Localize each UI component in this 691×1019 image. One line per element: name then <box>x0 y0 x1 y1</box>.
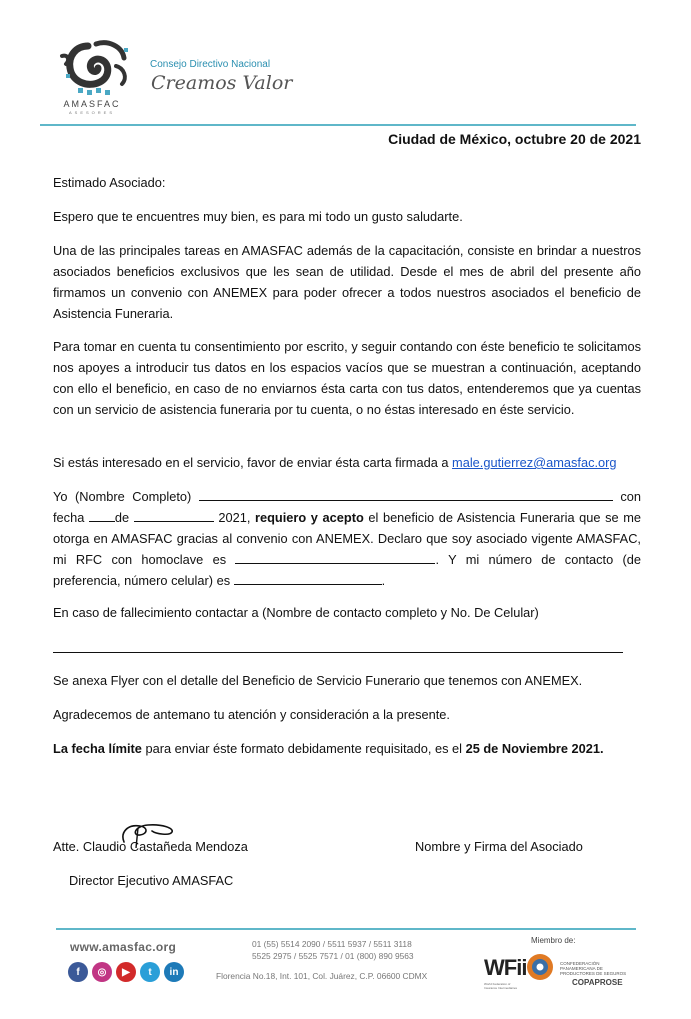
paragraph-flyer: Se anexa Flyer con el detalle del Beneficio de Servicio Funerario que tenemos con ANEMEX. <box>53 673 583 688</box>
full-name-blank[interactable] <box>199 486 613 501</box>
header-slogan: Creamos Valor <box>151 72 293 94</box>
rfc-blank[interactable] <box>235 549 435 564</box>
deadline-label: La fecha límite <box>53 741 142 756</box>
paragraph-deadline <box>53 738 604 759</box>
linkedin-icon[interactable]: in <box>164 962 184 982</box>
phones-line-1: 01 (55) 5514 2090 / 5511 5937 / 5511 3118 <box>252 939 412 949</box>
paragraph-consent: Para tomar en cuenta tu consentimiento por escrito, y seguir contando con éste beneficio te solicitamos nos apoyes a introducir tus datos en los espacios vacíos que se muestran a continuación, aceptando con ello el beneficio, en caso de no enviarnos ésta carta con tus datos, entenderemos que ya cuentas con un servicio de asistencia funeraria por tu cuenta, o no éstas interesado en éste servicio. <box>53 339 641 417</box>
sender-name: Atte. Claudio Castañeda Mendoza <box>53 839 248 854</box>
form-declaration: el beneficio de Asistencia Funeraria que se me otorga en AMASFAC gracias al convenio con ANEMEX. Declaro que soy asociado vigente AMASFAC, mi RFC con homoclave es <box>53 510 642 567</box>
copaprose-name: COPAPROSE <box>572 978 623 987</box>
form-con: con <box>620 489 641 504</box>
logo-org-sub: ASESORES <box>68 110 115 115</box>
emergency-contact-blank[interactable] <box>53 636 623 653</box>
wfii-logo: WFii <box>484 955 527 980</box>
paragraph-benefits: Una de las principales tareas en AMASFAC además de la capacitación, consiste en brindar a nuestros asociados beneficios exclusivos que les sean de utilidad. Desde el mes de abril del presente año firmamos un convenio con ANEMEX para poder ofrecer a todos nuestros asociados el beneficio de Asistencia Funeraria. <box>53 243 641 321</box>
header-tagline: Consejo Directivo Nacional <box>150 59 271 70</box>
form-fecha: fecha <box>53 510 85 525</box>
twitter-icon[interactable]: t <box>140 962 160 982</box>
associate-signature-label: Nombre y Firma del Asociado <box>415 839 583 854</box>
form-contact-label: . Y mi número de contacto (de preferencia, número celular) es <box>53 552 641 588</box>
sender-title: Director Ejecutivo AMASFAC <box>69 873 234 888</box>
form-de: de <box>114 510 130 525</box>
phones-line-2: 5525 2975 / 5525 7571 / 01 (800) 890 9563 <box>252 951 414 961</box>
form-accept-bold: requiero y acepto <box>255 510 364 525</box>
send-text: Si estás interesado en el servicio, favor de enviar ésta carta firmada a <box>53 455 453 470</box>
copaprose-description: CONFEDERACIÓN PANAMERICANA DE PRODUCTORES DE SEGUROS <box>560 961 627 976</box>
copaprose-logo-icon <box>525 952 555 982</box>
form-end: . <box>381 573 386 588</box>
youtube-icon[interactable]: ▶ <box>116 962 136 982</box>
form-name-label: Yo (Nombre Completo) <box>53 489 192 504</box>
form-year: 2021, <box>218 510 251 525</box>
footer-phones <box>252 938 414 962</box>
email-link[interactable]: male.gutierrez@amasfac.org <box>452 455 617 470</box>
header-divider <box>40 124 636 126</box>
paragraph-consent-form <box>53 486 641 591</box>
facebook-icon[interactable]: f <box>68 962 88 982</box>
letter-date: Ciudad de México, octubre 20 de 2021 <box>388 131 641 147</box>
footer-website[interactable]: www.amasfac.org <box>70 940 177 954</box>
wfii-subtitle: World Federation of Insurance Intermediaries <box>484 982 518 990</box>
instagram-icon[interactable]: ◎ <box>92 962 112 982</box>
paragraph-send-instructions <box>53 452 653 473</box>
month-blank[interactable] <box>134 507 214 522</box>
paragraph-emergency-contact: En caso de fallecimiento contactar a (Nombre de contacto completo y No. De Celular) <box>53 605 539 620</box>
footer-divider <box>56 928 636 930</box>
deadline-text: para enviar éste formato debidamente requisitado, es el <box>141 741 466 756</box>
phone-blank[interactable] <box>234 570 382 585</box>
deadline-date: 25 de Noviembre 2021. <box>465 741 604 756</box>
footer-address: Florencia No.18, Int. 101, Col. Juárez, C.P. 06600 CDMX <box>216 971 428 981</box>
salutation: Estimado Asociado: <box>53 175 166 190</box>
amasfac-logo-mark <box>58 38 136 98</box>
paragraph-thanks: Agradecemos de antemano tu atención y consideración a la presente. <box>53 707 450 722</box>
member-of-label: Miembro de: <box>531 936 576 945</box>
logo-org-name: AMASFAC <box>63 99 121 109</box>
paragraph-greeting: Espero que te encuentres muy bien, es para mi todo un gusto saludarte. <box>53 209 463 224</box>
day-blank[interactable] <box>89 507 115 522</box>
